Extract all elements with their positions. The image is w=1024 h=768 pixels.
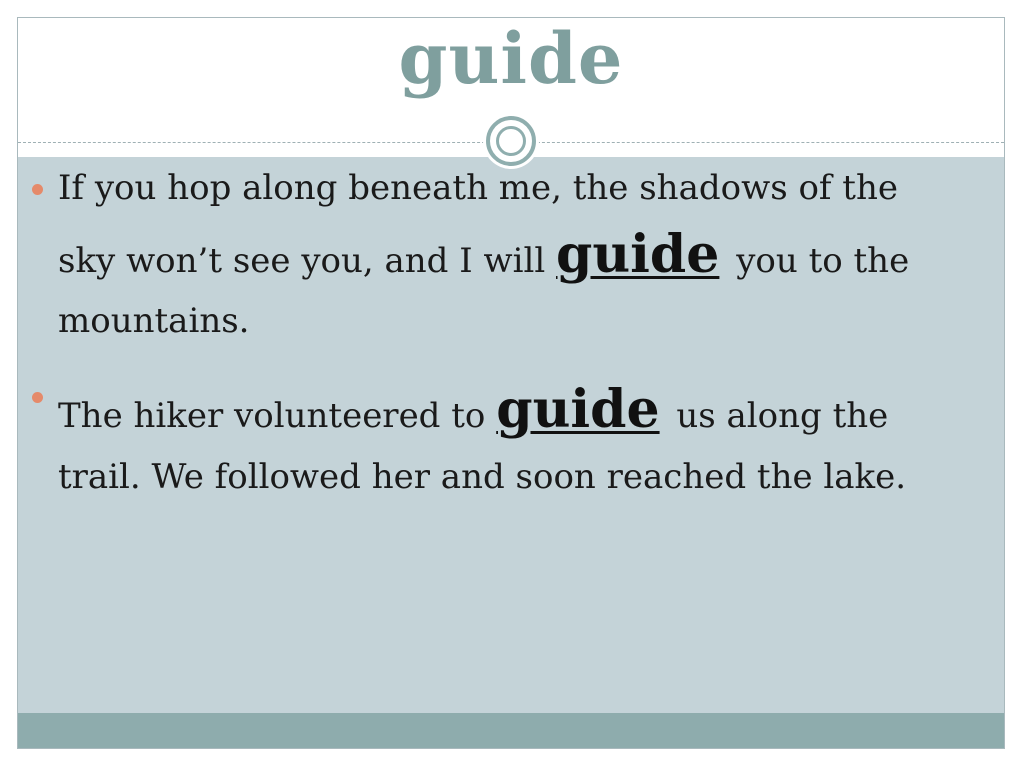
circle-ornament-inner: [496, 126, 526, 156]
bullet-text-after: you to the mountains.: [58, 240, 910, 342]
bullet-list: [30, 162, 960, 525]
bullet-dot-icon: [32, 184, 43, 195]
vocabulary-word: guide: [556, 223, 720, 285]
bullet-item: [30, 370, 960, 503]
bullet-dot-icon: [32, 392, 43, 403]
vocabulary-word: guide: [496, 378, 660, 440]
bullet-text-after: us along the trail. We followed her and soon reached the lake.: [58, 395, 907, 497]
circle-ornament-icon: [486, 116, 536, 166]
slide-title: guide: [398, 17, 624, 100]
footer-band: [18, 713, 1004, 748]
bullet-text-before: The hiker volunteered to: [58, 395, 497, 436]
bullet-item: [30, 162, 960, 348]
bullet-text-before: If you hop along beneath me, the shadows of the sky won’t see you, and I will: [58, 168, 898, 281]
